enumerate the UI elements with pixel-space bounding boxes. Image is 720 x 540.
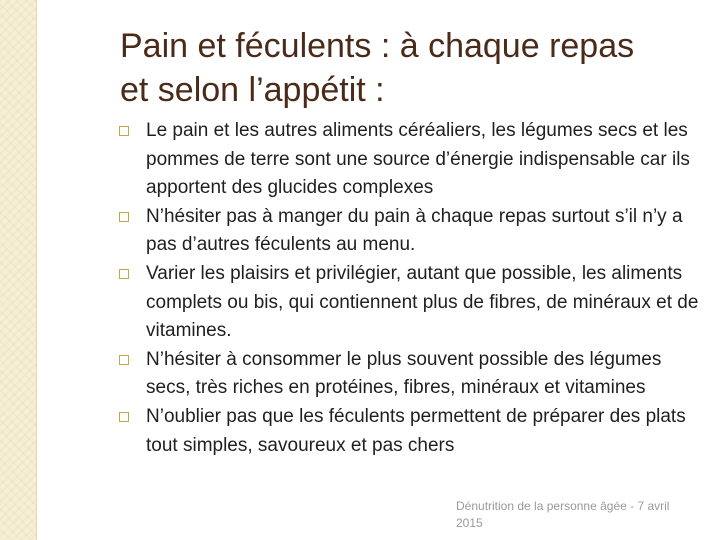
bullet-item [119, 117, 709, 203]
slide-title-line-2: et selon l’appétit : [120, 71, 385, 109]
slide-title-line-1: Pain et féculents : à chaque repas [120, 27, 635, 65]
bullet-list [119, 117, 709, 460]
slide-footer: Dénutrition de la personne âgée - 7 avril 2015 [456, 499, 670, 530]
slide-title [120, 24, 700, 112]
hollow-square-bullet-icon [119, 212, 129, 222]
decorative-left-strip [0, 0, 36, 540]
bullet-text: N’hésiter pas à manger du pain à chaque repas surtout s’il n’y a pas d’autres féculents au menu. [146, 205, 683, 256]
hollow-square-bullet-icon [119, 412, 129, 422]
decorative-left-rule [36, 0, 37, 540]
hollow-square-bullet-icon [119, 355, 129, 365]
bullet-item [119, 203, 709, 260]
hollow-square-bullet-icon [119, 269, 129, 279]
hollow-square-bullet-icon [119, 126, 129, 136]
bullet-text: N’oublier pas que les féculents permettent de préparer des plats tout simples, savoureux et pas chers [146, 405, 686, 456]
bullet-text: N’hésiter à consommer le plus souvent possible des légumes secs, très riches en protéines, fibres, minéraux et vitamines [146, 348, 662, 399]
bullet-text: Varier les plaisirs et privilégier, autant que possible, les aliments complets ou bis, qui contiennent plus de fibres, de minéraux et de vitamines. [146, 262, 699, 342]
bullet-item [119, 260, 709, 346]
bullet-item [119, 403, 709, 460]
bullet-text: Le pain et les autres aliments céréaliers, les légumes secs et les pommes de terre sont une source d’énergie indispensable car ils apportent des glucides complexes [146, 120, 690, 199]
bullet-item [119, 346, 709, 403]
